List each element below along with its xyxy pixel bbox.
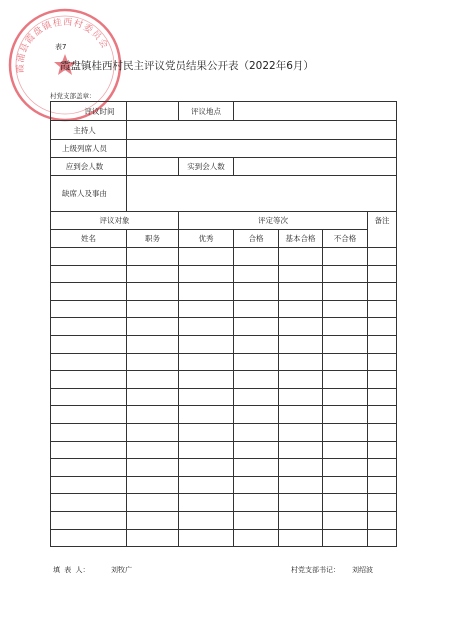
table-cell — [279, 371, 323, 389]
table-cell — [179, 248, 234, 266]
table-cell — [127, 494, 179, 512]
table-cell — [234, 371, 279, 389]
table-cell — [368, 248, 397, 266]
table-row — [51, 353, 397, 371]
table-cell — [127, 248, 179, 266]
table-cell — [51, 265, 127, 283]
actual-value — [234, 158, 397, 176]
table-cell — [179, 283, 234, 301]
table-cell — [234, 476, 279, 494]
table-cell — [368, 511, 397, 529]
actual-label: 实到会人数 — [179, 158, 234, 176]
table-cell — [179, 476, 234, 494]
table-cell — [127, 371, 179, 389]
table-cell — [323, 511, 368, 529]
superior-value — [127, 140, 397, 158]
table-cell — [279, 441, 323, 459]
table-cell — [234, 283, 279, 301]
table-cell — [179, 353, 234, 371]
table-cell — [234, 335, 279, 353]
table-cell — [234, 300, 279, 318]
table-cell — [323, 423, 368, 441]
table-cell — [279, 459, 323, 477]
table-cell — [323, 265, 368, 283]
table-row — [51, 529, 397, 547]
table-cell — [368, 335, 397, 353]
table-cell — [51, 300, 127, 318]
table-cell — [234, 459, 279, 477]
table-row — [51, 318, 397, 336]
row-host — [51, 121, 397, 140]
table-cell — [127, 300, 179, 318]
table-cell — [179, 529, 234, 547]
col-unqualified: 不合格 — [323, 230, 368, 248]
table-cell — [279, 423, 323, 441]
table-row — [51, 248, 397, 266]
table-cell — [179, 459, 234, 477]
table-cell — [127, 353, 179, 371]
table-cell — [323, 335, 368, 353]
table-cell — [51, 248, 127, 266]
table-cell — [51, 388, 127, 406]
expected-label: 应到会人数 — [51, 158, 127, 176]
time-value — [127, 102, 179, 121]
table-cell — [127, 283, 179, 301]
table-cell — [127, 335, 179, 353]
table-cell — [279, 388, 323, 406]
table-cell — [127, 318, 179, 336]
col-qualified: 合格 — [234, 230, 279, 248]
table-cell — [368, 529, 397, 547]
row-attendance — [51, 158, 397, 176]
table-cell — [368, 371, 397, 389]
table-cell — [323, 248, 368, 266]
evaluation-form-table — [50, 101, 397, 547]
table-cell — [51, 353, 127, 371]
table-cell — [51, 423, 127, 441]
table-cell — [368, 353, 397, 371]
table-cell — [51, 283, 127, 301]
table-cell — [234, 353, 279, 371]
table-cell — [127, 459, 179, 477]
table-row — [51, 265, 397, 283]
table-cell — [234, 318, 279, 336]
table-cell — [279, 353, 323, 371]
object-header: 评议对象 — [51, 212, 179, 230]
table-row — [51, 494, 397, 512]
table-cell — [323, 371, 368, 389]
table-cell — [127, 511, 179, 529]
table-cell — [323, 353, 368, 371]
table-cell — [234, 406, 279, 424]
table-row — [51, 476, 397, 494]
table-cell — [323, 318, 368, 336]
table-cell — [51, 371, 127, 389]
table-cell — [127, 423, 179, 441]
table-cell — [368, 265, 397, 283]
col-basic: 基本合格 — [279, 230, 323, 248]
table-cell — [323, 300, 368, 318]
table-cell — [179, 300, 234, 318]
document-title: 霞盘镇桂西村民主评议党员结果公开表（2022年6月） — [60, 60, 314, 72]
table-cell — [127, 441, 179, 459]
svg-text:霞浦县霞盘镇桂西村委员会: 霞浦县霞盘镇桂西村委员会 — [15, 17, 110, 74]
table-cell — [234, 441, 279, 459]
row-section-header — [51, 212, 397, 230]
row-superior — [51, 140, 397, 158]
table-cell — [368, 476, 397, 494]
table-row — [51, 335, 397, 353]
table-cell — [179, 423, 234, 441]
col-position: 职务 — [127, 230, 179, 248]
table-cell — [323, 283, 368, 301]
table-cell — [323, 459, 368, 477]
seal-unit-label: 村党支部盖章： — [50, 92, 96, 100]
table-cell — [323, 388, 368, 406]
col-excellent: 优秀 — [179, 230, 234, 248]
table-cell — [127, 406, 179, 424]
table-cell — [127, 529, 179, 547]
table-cell — [279, 335, 323, 353]
table-row — [51, 459, 397, 477]
table-cell — [179, 335, 234, 353]
table-row — [51, 300, 397, 318]
grade-header: 评定等次 — [179, 212, 368, 230]
remark-header: 备注 — [368, 212, 397, 248]
table-cell — [234, 494, 279, 512]
table-cell — [179, 318, 234, 336]
table-cell — [279, 248, 323, 266]
table-cell — [279, 265, 323, 283]
absent-value — [127, 176, 397, 212]
table-cell — [368, 300, 397, 318]
table-number-label: 表7 — [55, 43, 67, 51]
table-cell — [179, 371, 234, 389]
table-cell — [279, 476, 323, 494]
table-cell — [323, 494, 368, 512]
filler-name: 刘牧广 — [111, 566, 132, 574]
table-cell — [368, 423, 397, 441]
table-cell — [368, 494, 397, 512]
time-label: 评议时间 — [51, 102, 127, 121]
absent-label: 缺席人及事由 — [51, 176, 127, 212]
table-cell — [368, 406, 397, 424]
table-cell — [368, 318, 397, 336]
table-cell — [234, 511, 279, 529]
table-cell — [127, 476, 179, 494]
table-cell — [51, 335, 127, 353]
table-row — [51, 371, 397, 389]
secretary-name: 刘绍波 — [352, 566, 373, 574]
host-value — [127, 121, 397, 140]
table-cell — [279, 283, 323, 301]
table-cell — [179, 511, 234, 529]
col-name: 姓名 — [51, 230, 127, 248]
table-cell — [51, 529, 127, 547]
host-label: 主持人 — [51, 121, 127, 140]
table-row — [51, 511, 397, 529]
table-cell — [127, 388, 179, 406]
table-cell — [279, 494, 323, 512]
table-cell — [368, 388, 397, 406]
table-cell — [368, 441, 397, 459]
table-cell — [323, 476, 368, 494]
table-cell — [368, 283, 397, 301]
expected-value — [127, 158, 179, 176]
table-row — [51, 441, 397, 459]
row-time-place — [51, 102, 397, 121]
table-row — [51, 406, 397, 424]
table-cell — [323, 406, 368, 424]
table-cell — [234, 423, 279, 441]
filler-label: 填 表 人： — [53, 566, 90, 574]
table-cell — [279, 511, 323, 529]
row-column-header — [51, 230, 397, 248]
secretary-label: 村党支部书记： — [291, 566, 340, 574]
table-cell — [51, 494, 127, 512]
row-absent — [51, 176, 397, 212]
table-row — [51, 388, 397, 406]
table-cell — [368, 459, 397, 477]
place-value — [234, 102, 397, 121]
table-cell — [234, 248, 279, 266]
table-cell — [279, 529, 323, 547]
table-cell — [51, 441, 127, 459]
table-cell — [179, 494, 234, 512]
table-cell — [279, 300, 323, 318]
table-cell — [179, 406, 234, 424]
table-cell — [51, 476, 127, 494]
superior-label: 上级列席人员 — [51, 140, 127, 158]
table-cell — [234, 265, 279, 283]
table-cell — [234, 529, 279, 547]
table-cell — [279, 318, 323, 336]
table-cell — [51, 318, 127, 336]
table-row — [51, 283, 397, 301]
table-cell — [179, 265, 234, 283]
table-cell — [323, 529, 368, 547]
table-cell — [51, 511, 127, 529]
table-cell — [179, 388, 234, 406]
table-cell — [323, 441, 368, 459]
table-cell — [51, 459, 127, 477]
place-label: 评议地点 — [179, 102, 234, 121]
table-cell — [179, 441, 234, 459]
table-cell — [234, 388, 279, 406]
table-cell — [127, 265, 179, 283]
table-row — [51, 423, 397, 441]
table-cell — [279, 406, 323, 424]
table-cell — [51, 406, 127, 424]
